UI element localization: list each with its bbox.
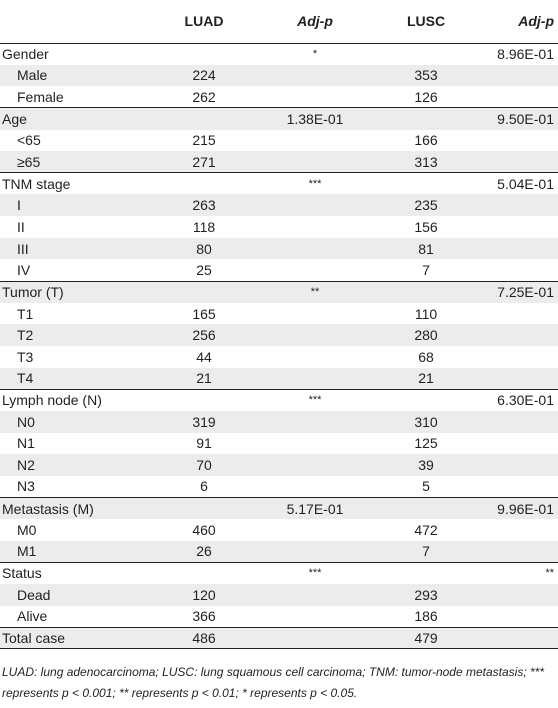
luad-count: 319 (192, 413, 216, 430)
lusc-adj-p (482, 238, 558, 260)
luad-adj-p: *** (308, 394, 322, 407)
lusc-count: 7 (422, 543, 430, 560)
luad-count: 26 (196, 543, 212, 560)
luad-count: 80 (196, 240, 212, 257)
row-label: M1 (17, 543, 37, 560)
luad-adj-p (260, 606, 370, 628)
luad-adj-p: 1.38E-01 (286, 110, 344, 127)
header-luad-adj-p: Adj-p (260, 0, 370, 43)
lusc-count: 125 (414, 435, 438, 452)
luad-adj-p (260, 151, 370, 173)
row-label: Status (2, 565, 42, 582)
table-row (0, 130, 558, 152)
table-row (0, 65, 558, 87)
row-label: Age (2, 110, 27, 127)
table-group-row (0, 173, 558, 195)
row-label: I (17, 197, 21, 214)
row-label: M0 (17, 521, 37, 538)
lusc-count: 280 (414, 327, 438, 344)
header-lusc: LUSC (370, 0, 482, 43)
table-row (0, 606, 558, 628)
luad-count: 486 (192, 630, 216, 647)
row-label: III (17, 240, 29, 257)
luad-count (148, 108, 260, 130)
footnote: LUAD: lung adenocarcinoma; LUSC: lung squamous cell carcinoma; TNM: tumor-node metastasis; *** represents p < 0.001; ** represents p < 0.01; * represents p < 0.05. (2, 665, 545, 700)
header-row (0, 0, 558, 43)
row-label: T4 (17, 370, 34, 387)
luad-count: 120 (192, 586, 216, 603)
lusc-count: 310 (414, 413, 438, 430)
luad-count: 165 (192, 305, 216, 322)
lusc-adj-p: ** (545, 567, 554, 580)
lusc-count: 39 (418, 456, 434, 473)
luad-count: 70 (196, 456, 212, 473)
row-label: T1 (17, 305, 34, 322)
row-label: T3 (17, 348, 34, 365)
luad-adj-p (260, 584, 370, 606)
lusc-count: 126 (414, 88, 438, 105)
lusc-adj-p (482, 216, 558, 238)
luad-count: 44 (196, 348, 212, 365)
lusc-adj-p (482, 303, 558, 325)
lusc-adj-p: 7.25E-01 (497, 284, 554, 301)
lusc-adj-p (482, 454, 558, 476)
table-row (0, 194, 558, 216)
table-group-row (0, 389, 558, 411)
luad-count: 21 (196, 370, 212, 387)
table-group-row (0, 497, 558, 519)
table-row (0, 303, 558, 325)
lusc-adj-p (482, 324, 558, 346)
lusc-count: 472 (414, 521, 438, 538)
table-row (0, 476, 558, 498)
luad-count: 91 (196, 435, 212, 452)
luad-count (148, 281, 260, 303)
lusc-count (370, 562, 482, 584)
row-label: N2 (17, 456, 35, 473)
luad-adj-p (260, 476, 370, 498)
table-row (0, 433, 558, 455)
luad-adj-p (260, 130, 370, 152)
luad-count: 6 (200, 478, 208, 495)
row-label: T2 (17, 327, 34, 344)
row-label: Tumor (T) (2, 284, 64, 301)
luad-count: 263 (192, 197, 216, 214)
lusc-count: 166 (414, 132, 438, 149)
luad-adj-p (260, 454, 370, 476)
lusc-adj-p: 9.96E-01 (497, 500, 554, 517)
row-label: N3 (17, 478, 35, 495)
lusc-count (370, 43, 482, 65)
lusc-count: 293 (414, 586, 438, 603)
lusc-count: 186 (414, 608, 438, 625)
lusc-adj-p (482, 151, 558, 173)
lusc-adj-p (482, 519, 558, 541)
luad-count: 118 (192, 218, 216, 235)
lusc-adj-p: 5.04E-01 (497, 175, 554, 192)
luad-adj-p (260, 65, 370, 87)
luad-count: 215 (192, 132, 216, 149)
luad-adj-p (260, 216, 370, 238)
lusc-count: 156 (414, 218, 438, 235)
luad-adj-p: 5.17E-01 (286, 500, 344, 517)
table-group-row (0, 108, 558, 130)
lusc-adj-p (482, 584, 558, 606)
table-row (0, 86, 558, 108)
header-lusc-adj-p: Adj-p (482, 0, 558, 43)
lusc-count: 479 (414, 630, 438, 647)
lusc-count (370, 497, 482, 519)
luad-adj-p (260, 541, 370, 563)
lusc-adj-p (482, 411, 558, 433)
luad-adj-p (260, 238, 370, 260)
lusc-count: 21 (418, 370, 434, 387)
luad-adj-p: ** (310, 286, 320, 299)
lusc-count (370, 281, 482, 303)
header-label (0, 0, 148, 43)
lusc-adj-p (482, 433, 558, 455)
luad-adj-p (260, 346, 370, 368)
row-label: Female (17, 88, 64, 105)
lusc-count (370, 108, 482, 130)
table-row (0, 411, 558, 433)
lusc-adj-p: 8.96E-01 (497, 46, 554, 63)
lusc-count: 110 (414, 305, 438, 322)
luad-adj-p (260, 411, 370, 433)
lusc-adj-p (482, 368, 558, 390)
luad-count: 262 (192, 88, 216, 105)
lusc-count: 353 (414, 67, 438, 84)
luad-adj-p (260, 368, 370, 390)
lusc-adj-p (482, 86, 558, 108)
lusc-adj-p: 6.30E-01 (497, 392, 554, 409)
lusc-adj-p (482, 259, 558, 281)
row-label: ≥65 (17, 153, 41, 170)
luad-count (148, 43, 260, 65)
lusc-count: 5 (422, 478, 430, 495)
lusc-count: 68 (418, 348, 434, 365)
table-row (0, 259, 558, 281)
table-group-row (0, 281, 558, 303)
table-row (0, 584, 558, 606)
row-label: TNM stage (2, 175, 71, 192)
table-group-row (0, 627, 558, 649)
luad-count: 271 (192, 153, 216, 170)
lusc-count: 235 (414, 197, 438, 214)
row-label: Dead (17, 586, 51, 603)
lusc-adj-p (482, 65, 558, 87)
luad-count: 224 (192, 67, 216, 84)
luad-adj-p: *** (308, 177, 322, 190)
lusc-count (370, 173, 482, 195)
luad-adj-p (260, 259, 370, 281)
header-luad: LUAD (148, 0, 260, 43)
luad-adj-p (260, 303, 370, 325)
table-body (0, 43, 558, 649)
lusc-adj-p (482, 606, 558, 628)
table-group-row (0, 562, 558, 584)
table-row (0, 216, 558, 238)
table-row (0, 454, 558, 476)
luad-adj-p (260, 519, 370, 541)
luad-count (148, 389, 260, 411)
row-label: IV (17, 261, 31, 278)
luad-count (148, 497, 260, 519)
lusc-adj-p (482, 346, 558, 368)
lusc-count: 81 (418, 240, 434, 257)
lusc-adj-p (482, 130, 558, 152)
lusc-count: 313 (414, 153, 438, 170)
luad-adj-p: *** (308, 567, 322, 580)
luad-adj-p: * (312, 48, 318, 61)
lusc-adj-p (482, 476, 558, 498)
row-label: Metastasis (M) (2, 500, 94, 517)
luad-adj-p (260, 433, 370, 455)
lusc-count: 7 (422, 261, 430, 278)
lusc-adj-p (482, 627, 558, 649)
luad-count: 256 (192, 327, 216, 344)
lusc-count (370, 389, 482, 411)
table-row (0, 238, 558, 260)
luad-count: 366 (192, 608, 216, 625)
row-label: Male (17, 67, 48, 84)
luad-count (148, 562, 260, 584)
row-label: Alive (17, 608, 48, 625)
lusc-adj-p: 9.50E-01 (497, 110, 554, 127)
table-row (0, 519, 558, 541)
row-label: Lymph node (N) (2, 392, 102, 409)
table-row (0, 541, 558, 563)
row-label: II (17, 218, 25, 235)
row-label: Total case (2, 630, 66, 647)
row-label: Gender (2, 46, 49, 63)
table-row (0, 324, 558, 346)
table-row (0, 346, 558, 368)
row-label: <65 (17, 132, 41, 149)
luad-adj-p (260, 194, 370, 216)
table-group-row (0, 43, 558, 65)
table-row (0, 151, 558, 173)
row-label: N0 (17, 413, 35, 430)
lusc-adj-p (482, 194, 558, 216)
luad-adj-p (260, 86, 370, 108)
luad-count (148, 173, 260, 195)
row-label: N1 (17, 435, 35, 452)
luad-adj-p (260, 627, 370, 649)
luad-adj-p (260, 324, 370, 346)
lusc-adj-p (482, 541, 558, 563)
table-row (0, 368, 558, 390)
luad-count: 25 (196, 261, 212, 278)
luad-count: 460 (192, 521, 216, 538)
